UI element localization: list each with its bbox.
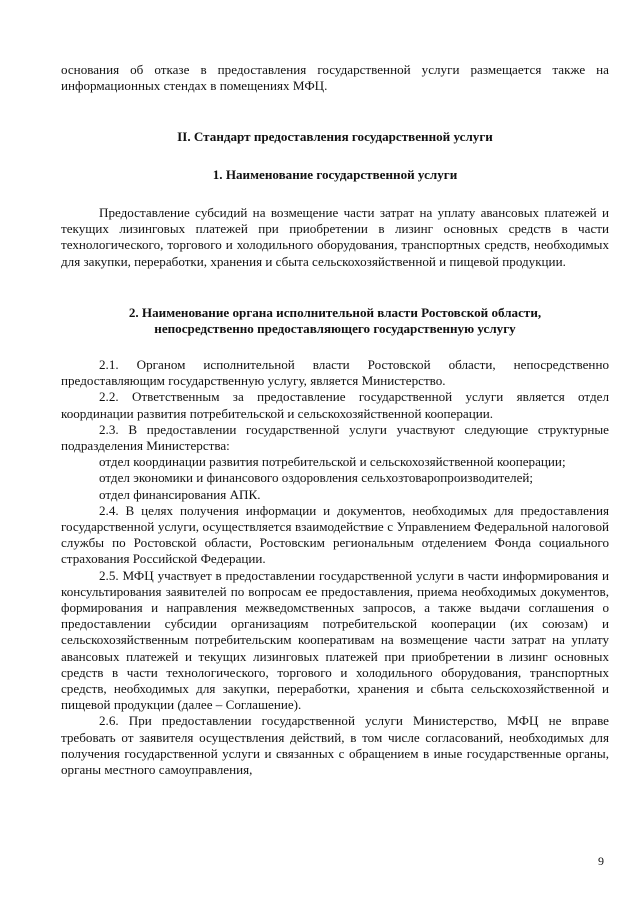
intro-paragraph: основания об отказе в предоставления государственной услуги размещается также на информационных стендах в помещениях МФЦ. (61, 62, 609, 94)
subsection-2-title-line2: непосредственно предоставляющего государственную услугу (154, 321, 516, 337)
subsection-1-title: 1. Наименование государственной услуги (212, 167, 458, 182)
section-title: II. Стандарт предоставления государственной услуги (177, 129, 493, 144)
page-number: 9 (598, 854, 604, 868)
subsection-1-paragraph: Предоставление субсидий на возмещение части затрат на уплату авансовых платежей и текущих лизинговых платежей при приобретении в лизинг основных средств в части технологического, торгового и холодильного оборудования, транспортных средств, необходимых для закупки, переработки, хранения и сбыта сельскохозяйственной и пищевой продукции. (61, 205, 609, 269)
paragraph-2-6: 2.6. При предоставлении государственной услуги Министерство, МФЦ не вправе требовать от заявителя осуществления действий, в том числе согласований, необходимых для получения государственной услуги и связанных с обращением в иные государственные органы, органы местного самоуправления, (61, 713, 609, 778)
paragraph-2-1: 2.1. Органом исполнительной власти Ростовской области, непосредственно предоставляющим государственную услугу, является Министерство. (61, 357, 609, 389)
subsection-2-title-line1: 2. Наименование органа исполнительной власти Ростовской области, (128, 305, 542, 320)
paragraph-2-5: 2.5. МФЦ участвует в предоставлении государственной услуги в части информирования и консультирования заявителей по вопросам ее предоставления, приема необходимых документов, формирования и направления межведомственных запросов, а также выдачи соглашения о предоставлении субсидии организациям потребительской кооперации (их союзам) и сельскохозяйственным потребительским кооперативам на возмещение части затрат на уплату авансовых платежей и текущих лизинговых платежей при приобретении в лизинг основных средств в части технологического, торгового и холодильного оборудования, транспортных средств, необходимых для закупки, переработки, хранения и сбыта сельскохозяйственной и пищевой продукции (далее – Соглашение). (61, 567, 609, 713)
paragraph-2-2: 2.2. Ответственным за предоставление государственной услуги является отдел координации развития потребительской и сельскохозяйственной кооперации. (61, 389, 609, 421)
section-heading-block (61, 129, 609, 145)
subsection1-body (61, 205, 609, 270)
paragraph-2-3-item-b: отдел экономики и финансового оздоровления сельхозтоваропроизводителей; (99, 470, 534, 486)
paragraph-2-3-item-a: отдел координации развития потребительской и сельскохозяйственной кооперации; (99, 454, 566, 470)
paragraph-2-3: 2.3. В предоставлении государственной услуги участвуют следующие структурные подразделения Министерства: (61, 421, 609, 454)
paragraph-2-4: 2.4. В целях получения информации и документов, необходимых для предоставления государственной услуги, осуществляется взаимодействие с Управлением Федеральной налоговой службы по Ростовской области, Ростовским региональным отделением Фонда социального страхования Российской Федерации. (61, 502, 609, 567)
subsection2-heading-block (61, 305, 609, 337)
subsection2-body (61, 357, 609, 778)
intro-block (61, 62, 609, 94)
subsection1-heading-block (61, 167, 609, 183)
paragraph-2-3-item-c: отдел финансирования АПК. (99, 486, 261, 502)
